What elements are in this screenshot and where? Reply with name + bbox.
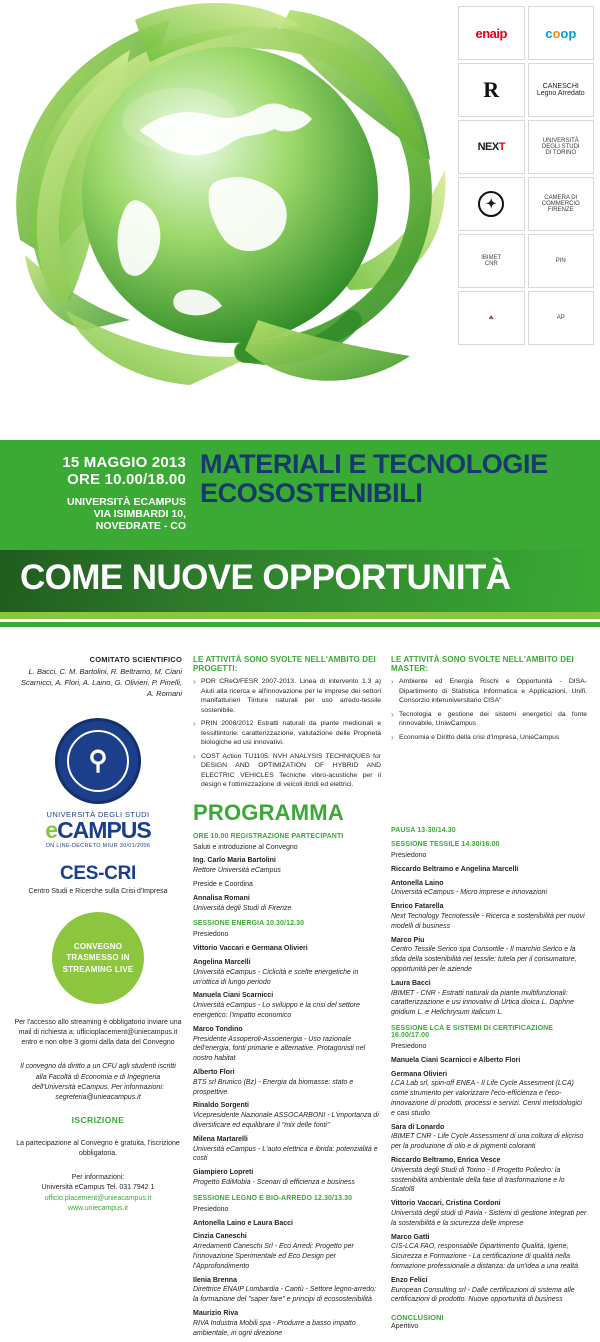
speaker-name: Laura Bacci — [391, 979, 431, 987]
list-item: › POR CReO/FESR 2007-2013. Linea di intervento 1.3 a) Aiuti alla ricerca e all'innovazione per le imprese dei settori manifatturieri Tinture naturali per uso arredo-tessile sostenibile. — [193, 677, 381, 715]
speaker-role: European Consulting srl - Dalle certificazioni di sistema alle certificazioni di prodotto. Nuove opportunità di business — [391, 1286, 575, 1304]
programma-entry: Presiedono — [391, 1043, 427, 1051]
programma-entry — [391, 902, 587, 931]
programma-entry — [391, 936, 587, 975]
programma-entry — [193, 1025, 381, 1064]
logo-row — [458, 234, 594, 288]
speaker-role: IBIMET - CNR - Estratti naturali da piante multifunzionali: caratterizzazione e usi innovativi di Urtica dioica L. Daphne gnidium L. e Helichrysum italicum L. — [391, 989, 574, 1017]
speaker-role: IBIMET CNR - Life Cycle Assessment di una coltura di elicriso per la produzione di olio e di pigmenti coloranti — [391, 1133, 584, 1151]
master-list — [391, 677, 587, 742]
speaker-name: Vittorio Vaccari e Germana Olivieri — [193, 945, 308, 953]
universita-studi-torino-logo: UNIVERSITÀ DEGLI STUDI DI TORINO — [528, 120, 595, 174]
speaker-role: Rettore Università eCampus — [193, 867, 281, 875]
pin-logo: PIN — [528, 234, 595, 288]
logo-row — [458, 291, 594, 345]
speaker-role: Presidente Assoperoli-Assoenergia - Uso razionale dell'energia, fonti primarie e alternative. Protagonisti nel nostro habitat — [193, 1035, 366, 1063]
programma-entry — [193, 1068, 381, 1097]
iscrizione-heading: ISCRIZIONE — [71, 1115, 125, 1126]
programma-entry — [391, 1123, 587, 1152]
speaker-role: CIS-LCA FAO, responsabile Dipartimento Qualità, Igiene, Sicurezza e Formazione - La certificazione di qualità nella formazione professionale a distanza: da un'idea a una realtà — [391, 1243, 578, 1270]
event-time: ORE 10.00/18.00 — [67, 471, 186, 488]
streaming-note: Per l'accesso allo streaming è obbligatorio inviare una mail di richiesta a: ufficioplacement@uniecampus.it entro e non oltre 3 giorni dalla data del Convegno — [14, 1019, 182, 1047]
event-venue-name: UNIVERSITÀ ECAMPUS — [66, 496, 186, 508]
list-item: › PRIN 2008/2012 Estratti naturali da piante medicinali e tessiltintorie: caratterizzazione, valutazione delle Proprietà biologiche ed usi innovativi. — [193, 719, 381, 748]
session-heading: ORE 10.00 REGISTRAZIONE PARTECIPANTI — [193, 832, 344, 840]
session-heading: PAUSA 13-30/14.30 — [391, 827, 456, 835]
contact-email[interactable]: ufficio.placement@unieacampus.it — [44, 1194, 152, 1202]
1920-r-logo: R — [458, 63, 525, 117]
speaker-name: Cinzia Caneschi — [193, 1233, 247, 1241]
left-column — [14, 655, 182, 1214]
caneschi-legno-arredato-logo: CANESCHI Legno Arredato — [528, 63, 595, 117]
programma-entry — [193, 1135, 381, 1164]
event-date-block — [36, 454, 186, 532]
logo-row — [458, 120, 594, 174]
speaker-role: Università degli Studi di Torino - Il Progetto Poliedro: la sostenibilità ambientale della fase di trasformazione e lo Scatol8 — [391, 1166, 565, 1194]
speaker-name: Marco Gatti — [391, 1233, 430, 1241]
speaker-name: Ilenia Brenna — [193, 1276, 237, 1284]
enaip-lombardia-logo: enaip — [458, 6, 525, 60]
university-name: UNIVERSITÀ DEGLI STUDI — [46, 809, 150, 819]
master-heading: LE ATTIVITÀ SONO SVOLTE NELL'AMBITO DEI MASTER: — [391, 655, 574, 673]
programma-entry — [193, 856, 381, 876]
middle-column — [193, 655, 381, 1342]
speaker-role: RIVA Industria Mobili spa - Produrre a basso impatto ambientale, in ogni direzione — [193, 1319, 356, 1337]
right-column — [391, 655, 587, 1336]
speaker-role: Arredamenti Caneschi Srl - Eco Arredi: Progetto per l'innovazione Sperimentale ed Eco Design per l'Approfondimento — [193, 1243, 354, 1270]
programma-entry — [193, 1101, 381, 1130]
programma-entry — [193, 991, 381, 1020]
speaker-name: Maurizio Riva — [193, 1309, 239, 1317]
programma-entry: Presiedono — [193, 931, 229, 939]
programma-entry — [193, 944, 381, 954]
programma-entry: Preside e Coordina — [193, 881, 253, 889]
iscrizione-note: La partecipazione al Convegno è gratuita, l'iscrizione obbligatoria. — [16, 1140, 180, 1158]
speaker-name: Angelina Marcelli — [193, 959, 251, 967]
content-area — [0, 655, 600, 1337]
programma-entry — [391, 1070, 587, 1119]
speaker-name: Germana Olivieri — [391, 1070, 448, 1078]
streaming-live-badge: CONVEGNO TRASMESSO IN STREAMING LIVE — [52, 912, 144, 1004]
contact-block — [14, 1173, 182, 1214]
logo-row — [458, 177, 594, 231]
speaker-role: Vicepresidente Nazionale ASSOCARBONI - L'importanza di diversificare ed equilibrare il "mix delle fonti" — [193, 1112, 379, 1129]
programma-entry — [391, 865, 587, 875]
speaker-name: Rinaldo Sorgenti — [193, 1102, 249, 1110]
speaker-name: Riccardo Beltramo, Enrica Vesce — [391, 1157, 501, 1165]
speaker-name: Antonella Laino e Laura Bacci — [193, 1219, 293, 1227]
programma-entry — [391, 1156, 587, 1195]
coop-logo: coop — [528, 6, 595, 60]
contact-line-1: Per informazioni: — [71, 1174, 125, 1182]
speaker-role: Università eCampus - Micro imprese e innovazioni — [391, 889, 548, 897]
ecampus-logo-e: e — [45, 816, 58, 843]
ibimet-cnr-logo: IBIMET CNR — [458, 234, 525, 288]
programma-entry — [391, 879, 587, 899]
session-heading: SESSIONE TESSILE 14.30/16.00 — [391, 841, 500, 849]
programma-entry — [193, 1168, 381, 1188]
university-seal-icon: ⚲ — [55, 718, 141, 804]
programma-entry — [391, 1199, 587, 1228]
speaker-name: Giampiero Lopreti — [193, 1169, 254, 1177]
banner-stripe-green — [0, 622, 600, 627]
ecampus-logo-rest: CAMPUS — [57, 816, 151, 843]
speaker-role: Università eCampus - L'auto elettrica e ibrida: potenzialità e costi — [193, 1145, 378, 1163]
banner-stripe-light — [0, 612, 600, 619]
list-item: › COST Action TU1105: NVH ANALYSIS TECHNIQUES for DESIGN AND OPTIMIZATION OF HYBRID AND ELECTRIC VEHICLES Tecniche vibro-acustiche per il design e l'ottimizzazione di veicoli ibridi ed elettrici. — [193, 752, 381, 790]
comitato-heading: COMITATO SCIENTIFICO — [89, 655, 182, 664]
universita-firenze-logo: ☘ — [458, 291, 525, 345]
speaker-name: Annalisa Romani — [193, 894, 250, 902]
programma-entry: Saluti e introduzione al Convegno — [193, 843, 298, 851]
progetti-heading: LE ATTIVITÀ SONO SVOLTE NELL'AMBITO DEI PROGETTI: — [193, 655, 376, 673]
speaker-name: Antonella Laino — [391, 879, 444, 887]
speaker-name: Milena Martarelli — [193, 1135, 248, 1143]
speaker-role: Università degli Studi di Firenze — [193, 904, 292, 912]
speaker-role: Centro Tessile Serico spa Consortile - Il marchio Serico e la sfida della sostenibilità nel tessile: tutela per il consumatore, opportunità per le aziende — [391, 946, 577, 974]
speaker-name: Alberto Flori — [193, 1069, 235, 1077]
programma-title: PROGRAMMA — [193, 799, 344, 825]
speaker-name: Ing. Carlo Maria Bartolini — [193, 857, 276, 865]
speaker-role: BTS srl Brunico (Bz) - Energia da biomasse: stato e prospettive — [193, 1078, 354, 1096]
sponsor-logo-grid — [458, 6, 594, 348]
speaker-name: Marco Tondino — [193, 1025, 243, 1033]
cescri-title: CES-CRI — [59, 862, 136, 884]
speaker-name: Sara di Lonardo — [391, 1123, 445, 1131]
list-item: › Economia e Diritto della crisi d'Impresa, UnieCampus — [391, 733, 587, 743]
speaker-role: LCA Lab srl, spin-off ENEA - Il Life Cycle Assesment (LCA) come strumento per valorizzare l'eco-efficienza e l'eco-innovazione di prodotti, processi e servizi. Cenni metodologici e casi studio — [391, 1080, 583, 1117]
event-venue-address: VIA ISIMBARDI 10, NOVEDRATE - CO — [93, 508, 186, 532]
programma-entry — [193, 894, 381, 914]
list-item: › Tecnologia e gestione dei sistemi energetici da fonte rinnovabile, UniwCampus — [391, 710, 587, 729]
session-heading: SESSIONE LEGNO E BIO-ARREDO 12.30/13.30 — [193, 1194, 353, 1202]
speaker-role: Direttrice ENAIP Lombardia - Cantù - Settore legno-arredo: la formazione del "saper fare" e principi di ecosostenibilità — [193, 1286, 376, 1304]
programma-entry — [391, 1056, 587, 1066]
list-item: › Ambiente ed Energia Rischi e Opportunità - DISA-Dipartimento di Statistica Informatica e Applicazioni, Unifi. Consorzio interuniversitario CISA" — [391, 677, 587, 706]
contact-website[interactable]: www.uniecampus.it — [68, 1204, 128, 1212]
cescri-subtitle: Centro Studi e Ricerche sulla Crisi d'Impresa — [28, 887, 168, 895]
speaker-role: Next Tecnology Tecnotessile - Ricerca e sostenibilità per nuovi modelli di business — [391, 913, 585, 930]
speaker-role: Università eCampus - Ciclicità e scelte energetiche in un'ottica di lungo periodo — [193, 968, 359, 986]
programma-entry: Presiedono — [193, 1205, 229, 1213]
programma-entry — [193, 1232, 381, 1271]
speaker-name: Manuela Ciani Scarnicci — [193, 992, 274, 1000]
speaker-role: Università degli studi di Pavia - Sistemi di gestione integrati per la sostenibilità e la sicurezza delle imprese — [391, 1210, 587, 1227]
programma-entry — [391, 979, 587, 1018]
session-heading: SESSIONE ENERGIA 10.30/12.30 — [193, 920, 305, 928]
programma-entry — [193, 1276, 381, 1305]
event-subtitle: COME NUOVE OPPORTUNITÀ — [20, 558, 511, 597]
camera-commercio-firenze-logo: CAMERA DI COMMERCIO FIRENZE — [528, 177, 595, 231]
speaker-role: Università eCampus - Lo sviluppo e la crisi del settore energetico: l'impatto economico — [193, 1002, 360, 1020]
event-title-block — [200, 450, 592, 508]
programma-entry — [193, 1219, 381, 1229]
event-date: 15 MAGGIO 2013 — [62, 454, 186, 471]
programma-entry — [193, 958, 381, 987]
event-banner — [0, 440, 600, 655]
speaker-name: Marco Piu — [391, 936, 425, 944]
next-technology-logo: NEXT — [458, 120, 525, 174]
comitato-members: L. Bacci, C. M. Bartolini, R. Beltramo, M. Ciani Scarnicci, A. Flori, A. Laino, G. Olivieri, P. Pinelli, A. Romani — [20, 667, 182, 698]
logo-row — [458, 63, 594, 117]
programma-entry — [391, 1276, 587, 1305]
green-globe-leaves-graphic — [0, 0, 460, 440]
event-title-line2: ECOSOSTENIBILI — [200, 478, 423, 509]
centro-tessile-serico-logo: ✦ — [458, 177, 525, 231]
cfu-note: Il convegno dà diritto a un CFU agli studenti iscritti alla Facoltà di Economia e di Ingegneria dell'Università eCampus. Per informazioni: segreteria@unieacampus.it — [20, 1063, 176, 1101]
globe-illustration — [0, 0, 460, 440]
programma-entry — [193, 1309, 381, 1338]
speaker-name: Enrico Fatarella — [391, 903, 444, 911]
progetti-list — [193, 677, 381, 790]
ap-logo: AP — [528, 291, 595, 345]
speaker-name: Manuela Ciani Scarnicci e Alberto Flori — [391, 1056, 521, 1064]
logo-row — [458, 6, 594, 60]
speaker-name: Riccardo Beltramo e Angelina Marcelli — [391, 865, 519, 873]
hero-section — [0, 0, 600, 440]
ecampus-logo — [14, 816, 182, 843]
conclusioni-heading: CONCLUSIONI — [391, 1313, 444, 1323]
speaker-role: Progetto EdiMobia - Scenari di efficienza e business — [193, 1178, 355, 1186]
ecampus-decree: ON LINE-DECRETO MIUR 30/01/2006 — [45, 842, 151, 849]
contact-line-2: Università eCampus Tel. 031 7942 1 — [41, 1184, 155, 1192]
event-title-line1: MATERIALI E TECNOLOGIE — [200, 449, 548, 479]
programma-entry: Presiedono — [391, 852, 427, 860]
session-heading: SESSIONE LCA E SISTEMI DI CERTIFICAZIONE 16.00/17.00 — [391, 1025, 554, 1040]
speaker-name: Enzo Felici — [391, 1276, 428, 1284]
speaker-name: Vittorio Vaccari, Cristina Cordoni — [391, 1200, 501, 1208]
university-block — [14, 718, 182, 1214]
programma-entry — [391, 1233, 587, 1272]
programma-entry: Aperitivo — [391, 1323, 419, 1331]
